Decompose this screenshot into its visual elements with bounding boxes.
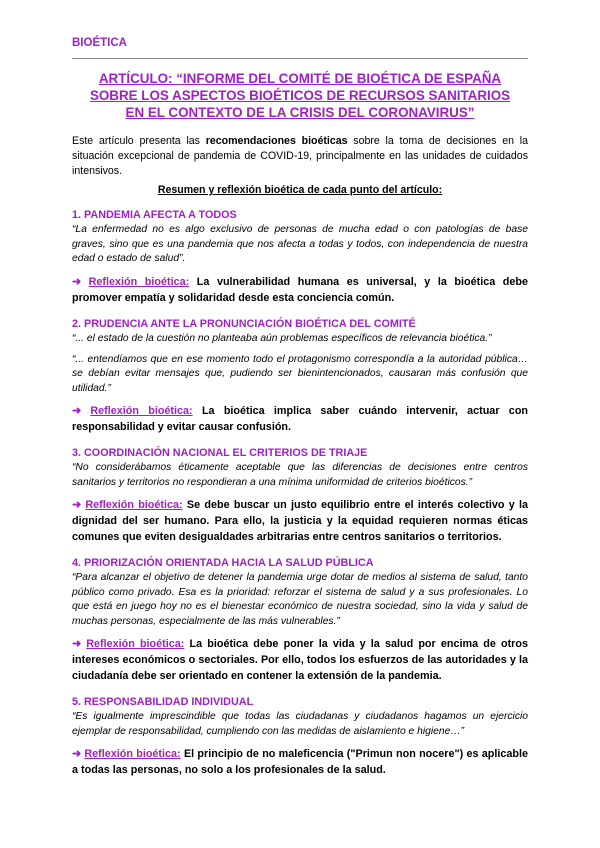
reflection-label: Reflexión bioética: [84,748,181,760]
article-title-line-3: EN EL CONTEXTO DE LA CRISIS DEL CORONAVIRUS” [125,105,475,120]
intro-paragraph [72,134,528,179]
header-rule [72,58,528,59]
reflection-text: El principio de no maleficencia ("Primun non nocere") es aplicable a todas las personas, no solo a los profesionales de la salud. [72,748,528,776]
arrow-right-icon: ➜ [72,499,82,511]
reflection-label: Reflexión bioética: [90,405,193,417]
section-quote: “... entendíamos que en ese momento todo el protagonismo correspondía a la autoridad pública… se debían evitar mensajes que, pudiendo ser bienintencionados, causaran más confusión que utilidad.” [72,353,528,394]
reflection-label: Reflexión bioética: [85,499,183,511]
header-label: BIOÉTICA [72,37,127,49]
article-title [72,70,528,121]
arrow-right-icon: ➜ [72,275,82,288]
section-quote: “La enfermedad no es algo exclusivo de personas de mucha edad o con patologías de base graves, sino que es una pandemia que nos afecta a todas y todos, con independencia de nuestra edad o estado de salud”. [72,224,528,264]
intro-text-after: sobre la toma de decisiones en la situación excepcional de pandemia de COVID-19, principalmente en las unidades de cuidados intensivos. [72,135,528,177]
section-1 [72,208,528,306]
section-reflection [72,274,528,306]
section-title: 3. COORDINACIÓN NACIONAL EL CRITERIOS DE TRIAJE [72,447,368,459]
reflection-text: La bioética implica saber cuándo intervenir, actuar con responsabilidad y evitar causar confusión. [72,405,529,433]
section-2 [72,317,528,435]
section-title: 5. RESPONSABILIDAD INDIVIDUAL [72,696,254,708]
section-title: 2. PRUDENCIA ANTE LA PRONUNCIACIÓN BIOÉTICA DEL COMITÉ [72,318,416,330]
arrow-right-icon: ➜ [72,748,82,760]
arrow-right-icon: ➜ [72,405,82,417]
article-title-line-1: ARTÍCULO: “INFORME DEL COMITÉ DE BIOÉTICA DE ESPAÑA [98,71,502,86]
intro-text-bold: recomendaciones bioéticas [205,135,348,147]
article-title-line-2: SOBRE LOS ASPECTOS BIOÉTICOS DE RECURSOS SANITARIOS [89,88,511,103]
reflection-text: La vulnerabilidad humana es universal, y la bioética debe promover empatía y solidaridad desde esta conciencia común. [72,275,528,304]
reflection-label: Reflexión bioética: [86,638,185,650]
section-quote: “... el estado de la cuestión no planteaba aún problemas específicos de relevancia bioética.” [72,333,492,344]
section-quote: “Para alcanzar el objetivo de detener la pandemia urge dotar de medios al sistema de salud, tanto público como privado. Esa es la prioridad: reforzar el sistema de salud y a sus profesionales. Lo que está en juego hoy no es el bienestar económico de nuestra sociedad, sino la vida y salud de muchas personas, especialmente de las más vulnerables.” [72,572,528,627]
section-title: 1. PANDEMIA AFECTA A TODOS [72,209,237,221]
reflection-text: La bioética debe poner la vida y la salud por encima de otros intereses económicos o sectoriales. Por ello, todos los esfuerzos de las autoridades y la ciudadanía debe ser orientado en contener la extensión de la pandemia. [72,638,528,682]
section-reflection [72,403,528,435]
section-4 [72,556,528,684]
section-reflection [72,746,528,778]
section-quote: “Es igualmente imprescindible que todas las ciudadanas y ciudadanos hagamos un ejercicio ejemplar de responsabilidad, cumpliendo con las medidas de aislamiento e higiene…” [72,711,528,737]
reflection-text: Se debe buscar un justo equilibrio entre el interés colectivo y la dignidad del ser humano. Para ello, la justicia y la equidad requieren normas éticas comunes que eviten desigualdades arbitrarias entre centros sanitarios o territorios. [72,499,528,543]
intro-text-before: Este artículo presenta las [72,135,206,147]
section-5 [72,695,528,778]
section-quote: “No considerábamos éticamente aceptable que las diferencias de decisiones entre centros sanitarios y territorios no respondieran a una mínima uniformidad de criterios bioéticos.” [72,462,528,488]
arrow-right-icon: ➜ [72,638,82,650]
section-reflection [72,636,528,684]
section-title: 4. PRIORIZACIÓN ORIENTADA HACIA LA SALUD PÚBLICA [72,557,374,569]
reflection-label: Reflexión bioética: [88,275,190,288]
section-3 [72,446,528,545]
summary-heading: Resumen y reflexión bioética de cada punto del artículo: [157,184,443,196]
section-reflection [72,497,528,545]
